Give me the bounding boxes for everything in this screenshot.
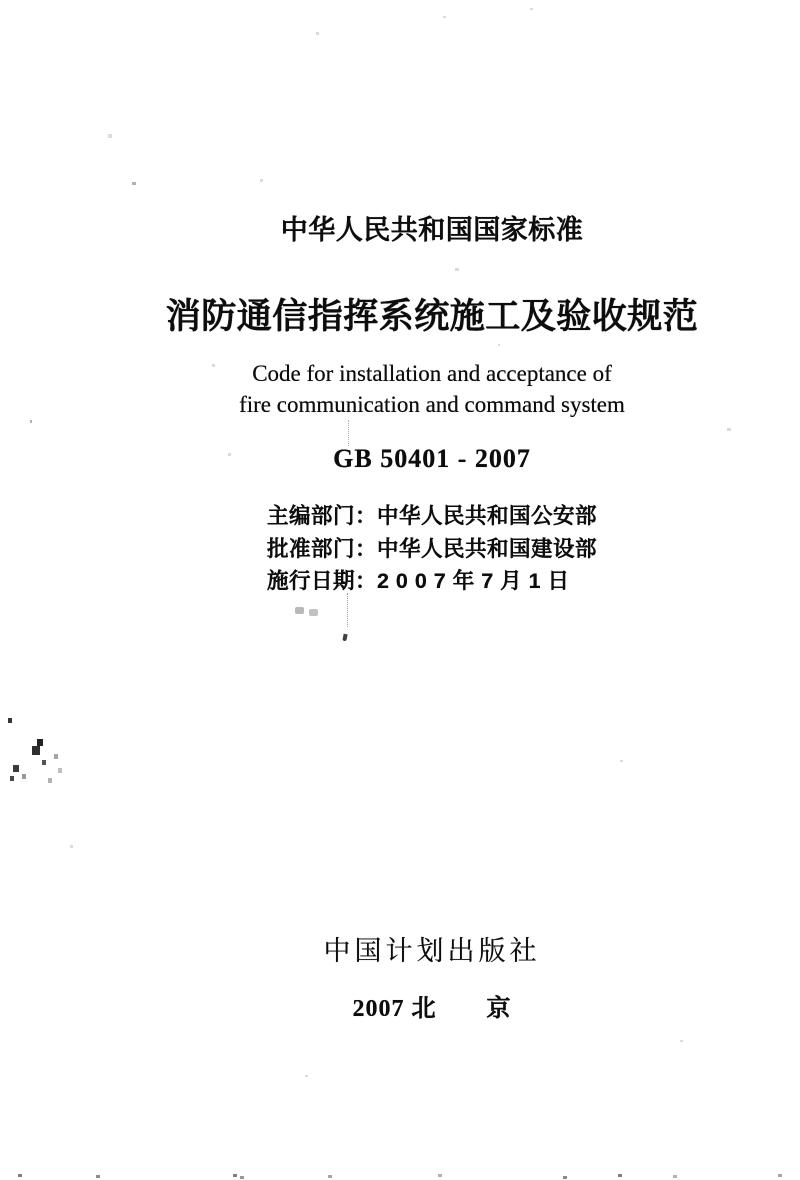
scan-speck	[316, 32, 319, 35]
meta-label: 批准部门：	[266, 536, 377, 561]
document-title-en-line1: Code for installation and acceptance of	[252, 361, 612, 386]
meta-block	[267, 500, 597, 598]
scan-speck	[70, 845, 73, 848]
meta-row-chief-editor	[267, 500, 597, 533]
meta-value: 2 0 0 7 年 7 月 1 日	[377, 569, 570, 593]
scan-speck	[727, 428, 731, 431]
meta-value: 中华人民共和国公安部	[377, 504, 598, 528]
scan-speck	[530, 8, 533, 10]
scan-speck	[443, 16, 446, 18]
scan-speck	[305, 1075, 308, 1077]
document-title-zh: 消防通信指挥系统施工及验收规范	[165, 297, 699, 336]
scan-speck	[108, 134, 112, 138]
scan-speck	[260, 179, 263, 182]
scan-speck	[620, 760, 623, 762]
scan-speck	[212, 364, 215, 367]
meta-label: 主编部门：	[266, 504, 377, 528]
standard-kicker: 中华人民共和国国家标准	[280, 215, 584, 245]
scan-fold-artifact	[348, 420, 350, 446]
imprint-line: 2007 北 京	[352, 996, 512, 1022]
scan-speck	[498, 344, 500, 346]
scan-speck	[455, 268, 459, 271]
scan-edge-noise	[18, 1174, 22, 1177]
meta-row-effective-date	[267, 565, 597, 598]
publisher-name: 中国计划出版社	[323, 936, 541, 966]
meta-section	[32, 500, 800, 598]
document-title-en	[32, 358, 800, 420]
scan-speck	[132, 182, 136, 185]
meta-row-approver	[267, 533, 597, 566]
standard-number: GB 50401 - 2007	[333, 444, 531, 473]
meta-label: 施行日期：	[266, 569, 377, 593]
scan-speck	[30, 420, 32, 423]
scan-smudge	[295, 607, 304, 614]
meta-value: 中华人民共和国建设部	[377, 536, 598, 561]
scan-speck	[228, 453, 231, 456]
scan-dirt-cluster	[8, 718, 12, 723]
document-title-en-line2: fire communication and command system	[239, 392, 625, 417]
scan-speck	[680, 1040, 683, 1042]
scan-fold-artifact	[347, 593, 349, 627]
